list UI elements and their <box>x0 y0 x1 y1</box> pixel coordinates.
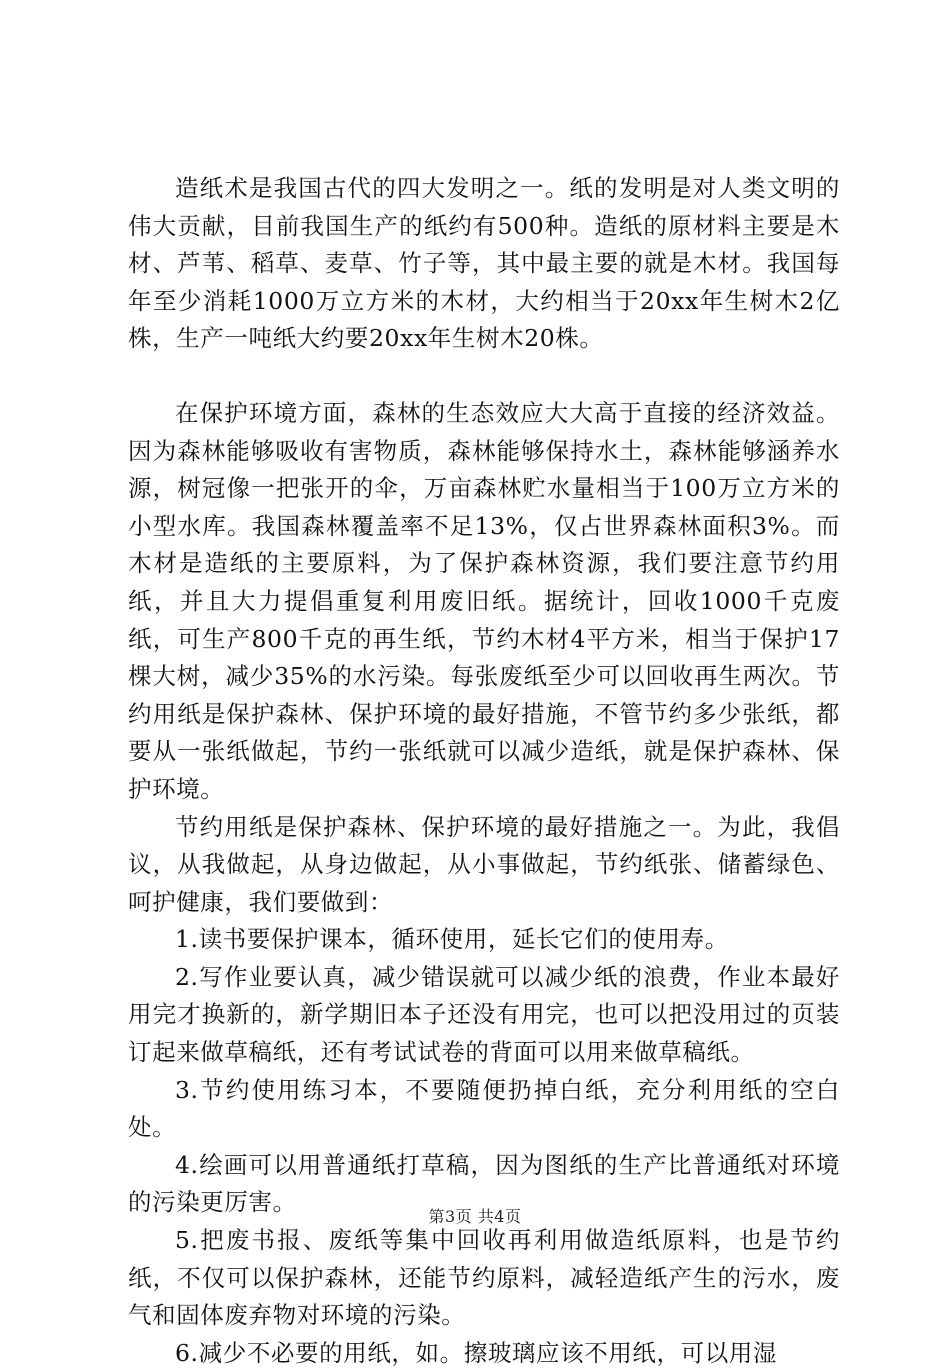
list-item-6: 6.减少不必要的用纸，如。擦玻璃应该不用纸，可以用湿 <box>175 1338 778 1367</box>
list-item-5: 5.把废书报、废纸等集中回收再利用做造纸原料，也是节约纸，不仅可以保护森林，还能节约原料，减轻造纸产生的污水，废气和固体废弃物对环境的污染。 <box>128 1226 840 1330</box>
paragraph-forest-protection: 在保护环境方面，森林的生态效应大大高于直接的经济效益。因为森林能够吸收有害物质，森林能够保持水土，森林能够涵养水源，树冠像一把张开的伞，万亩森林贮水量相当于100万立方米的小型水库。我国森林覆盖率不足13%，仅占世界森林面积3%。而木材是造纸的主要原料，为了保护森林资源，我们要注意节约用纸，并且大力提倡重复利用废旧纸。据统计，回收1000千克废纸，可生产800千克的再生纸，节约木材4平方米，相当于保护17棵大树，减少35%的水污染。每张废纸至少可以回收再生两次。节约用纸是保护森林、保护环境的最好措施，不管节约多少张纸，都要从一张纸做起，节约一张纸就可以减少造纸，就是保护森林、保护环境。 <box>128 398 840 803</box>
list-item-4: 4.绘画可以用普通纸打草稿，因为图纸的生产比普通纸对环境的污染更厉害。 <box>128 1150 840 1217</box>
paragraph-papermaking-intro: 造纸术是我国古代的四大发明之一。纸的发明是对人类文明的伟大贡献，目前我国生产的纸约有500种。造纸的原材料主要是木材、芦苇、稻草、麦草、竹子等，其中最主要的就是木材。我国每年至少消耗1000万立方米的木材，大约相当于20xx年生树木2亿株，生产一吨纸大约要20xx年生树木20株。 <box>128 174 840 353</box>
page-footer: 第3页 共4页 <box>428 1207 522 1226</box>
paragraph-initiative: 节约用纸是保护森林、保护环境的最好措施之一。为此，我倡议，从我做起，从身边做起，从小事做起，节约纸张、储蓄绿色、呵护健康，我们要做到： <box>128 812 840 916</box>
list-item-3: 3.节约使用练习本，不要随便扔掉白纸，充分利用纸的空白处。 <box>128 1075 840 1142</box>
list-item-2: 2.写作业要认真，减少错误就可以减少纸的浪费，作业本最好用完才换新的，新学期旧本子还没有用完，也可以把没用过的页装订起来做草稿纸，还有考试试卷的背面可以用来做草稿纸。 <box>128 962 840 1067</box>
list-item-1: 1.读书要保护课本，循环使用，延长它们的使用寿。 <box>175 925 729 954</box>
document-body <box>128 170 840 1372</box>
